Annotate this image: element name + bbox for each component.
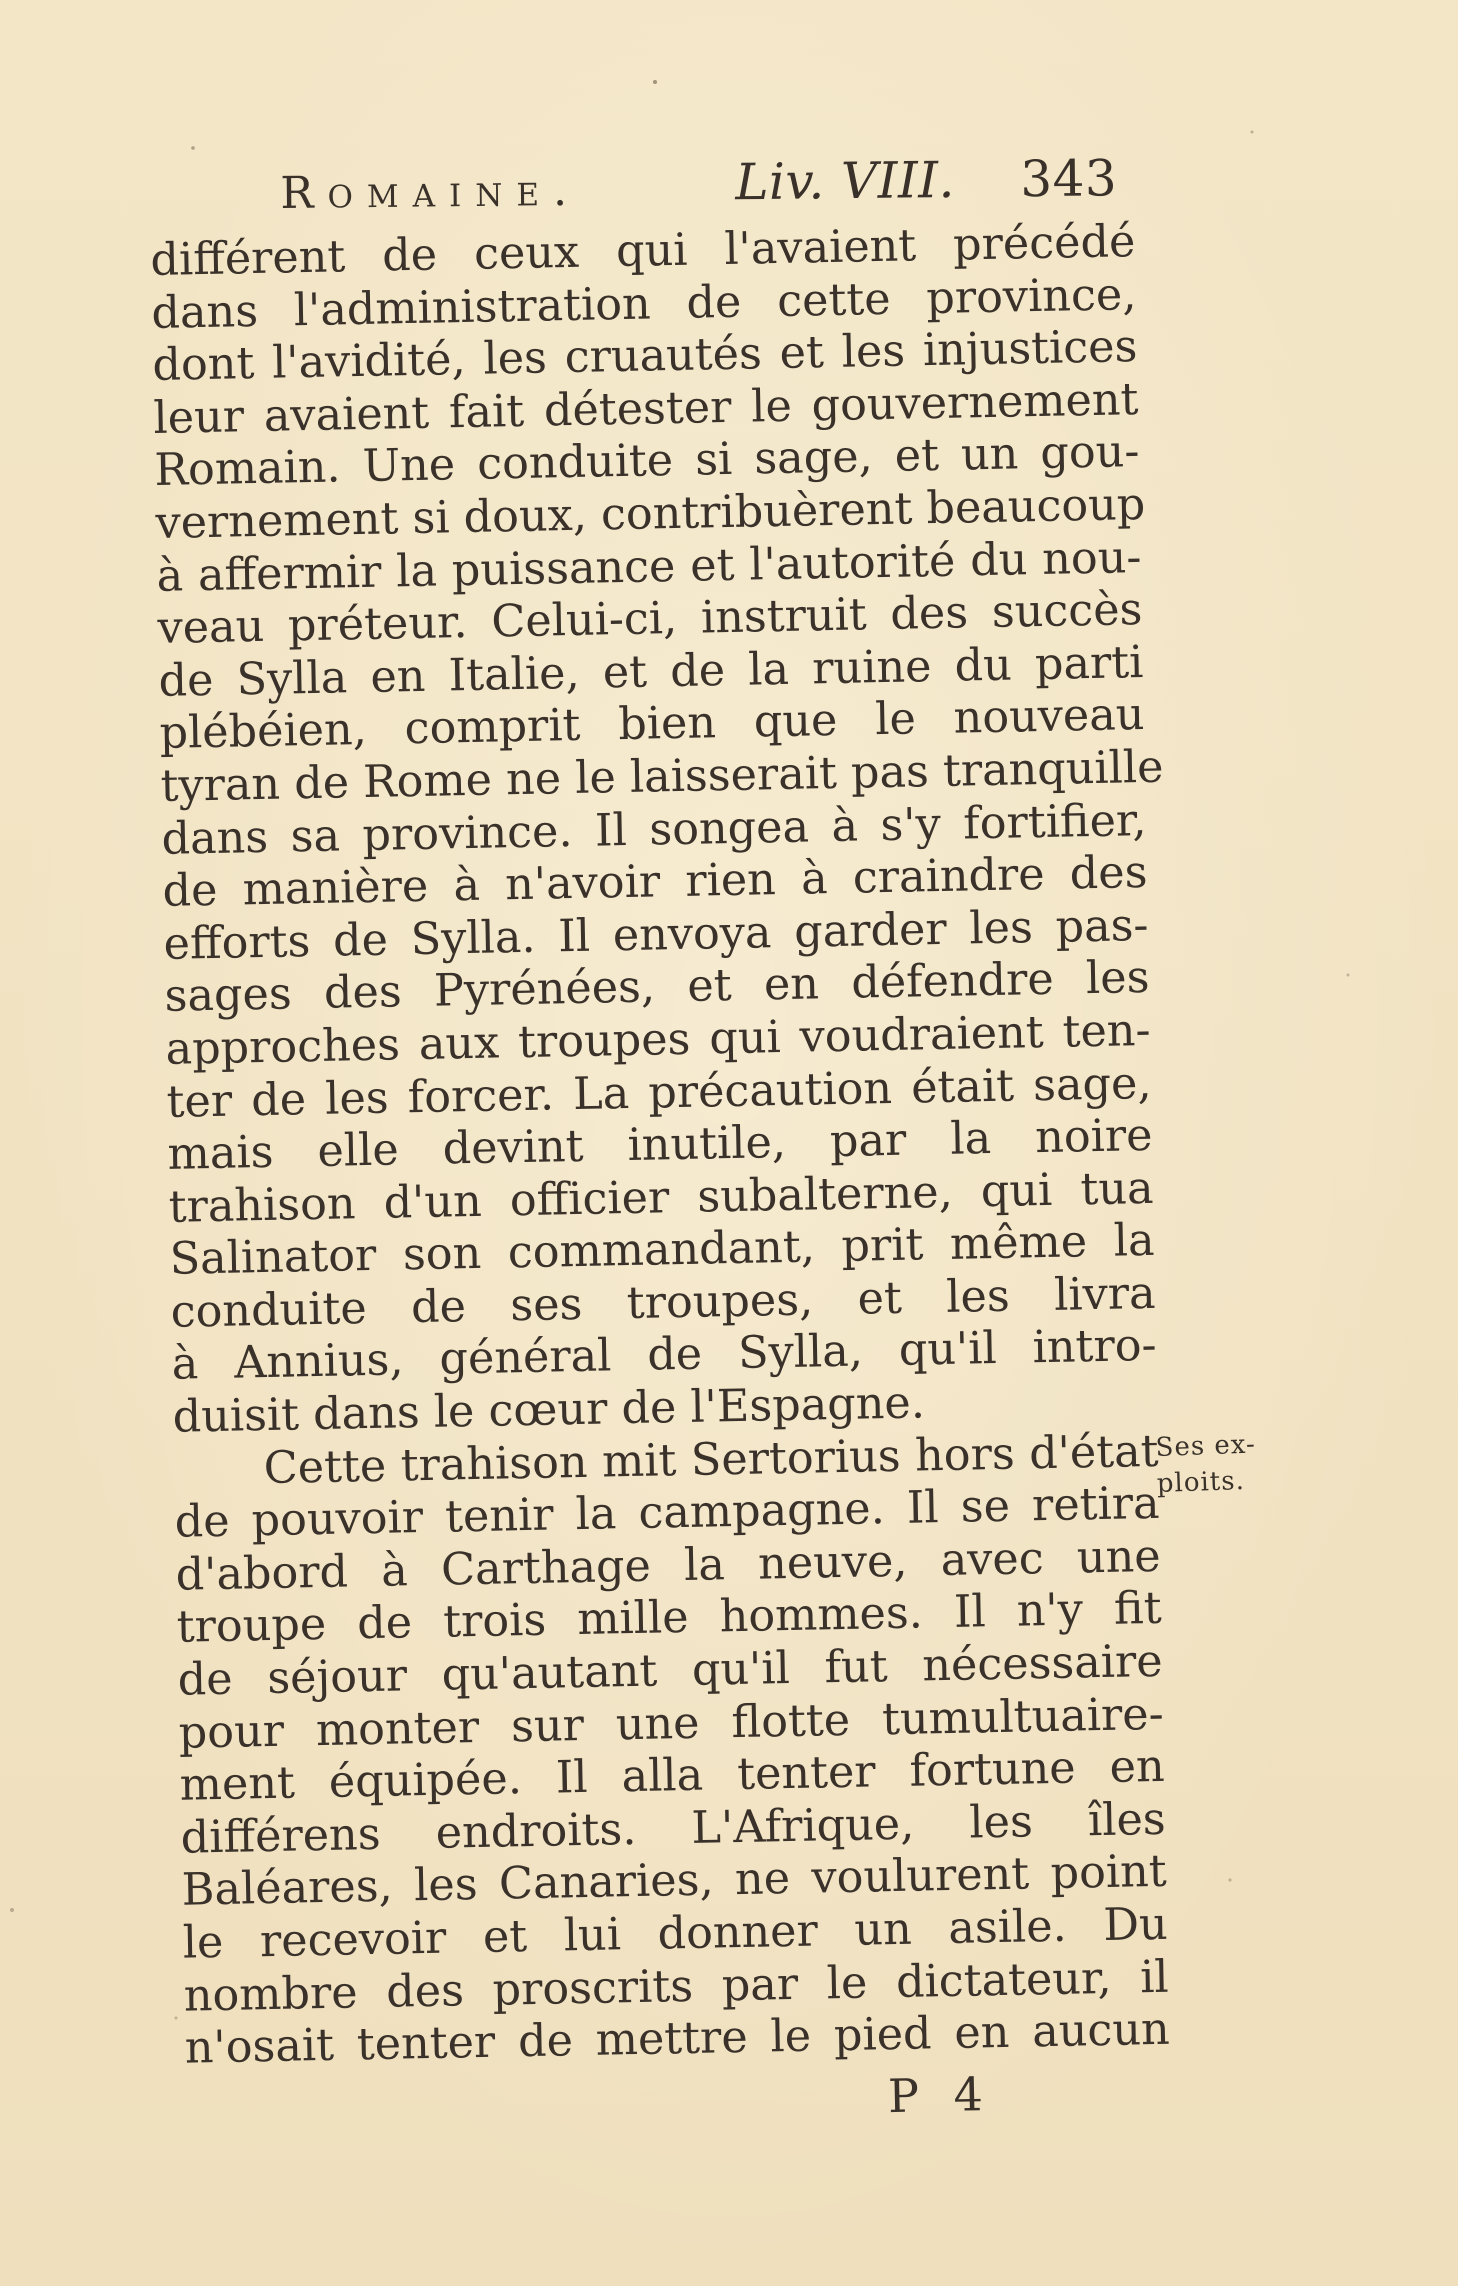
text-line: troupe de trois mille hommes. Il n'y fit bbox=[176, 1583, 1163, 1654]
text-line: à affermir la puissance et l'autorité du nou- bbox=[156, 531, 1142, 602]
text-line: dont l'avidité, les cruautés et les injustices bbox=[152, 321, 1138, 392]
text-line: sages des Pyrénées, et en défendre les bbox=[164, 952, 1150, 1023]
text-line: de pouvoir tenir la campagne. Il se retira bbox=[174, 1478, 1161, 1549]
text-line: Cette trahison mit Sertorius hors d'état bbox=[263, 1425, 1160, 1494]
text-line: approches aux troupes qui voudraient ten- bbox=[165, 1004, 1151, 1075]
text-line: le recevoir et lui donner un asile. Du bbox=[182, 1898, 1169, 1969]
running-title: Romaine. bbox=[280, 164, 582, 219]
text-line: tyran de Rome ne le laisserait pas tranquille bbox=[160, 741, 1164, 812]
text-line: ter de les forcer. La précaution était sage, bbox=[166, 1057, 1152, 1128]
speck bbox=[175, 2017, 178, 2020]
text-line: différent de ceux qui l'avaient précédé bbox=[150, 216, 1136, 286]
text-line: duisit dans le cœur de l'Espagne. bbox=[172, 1377, 926, 1443]
text-line: mais elle devint inutile, par la noire bbox=[167, 1110, 1153, 1180]
speck bbox=[1251, 131, 1254, 134]
book-reference: Liv. VIII. bbox=[734, 150, 956, 212]
text-line: Salinator son commandant, prit même la bbox=[169, 1215, 1155, 1286]
text-line: trahison d'un officier subalterne, qui tua bbox=[168, 1162, 1154, 1233]
text-line: dans sa province. Il songea à s'y fortifier, bbox=[161, 794, 1147, 865]
speck bbox=[1228, 1878, 1231, 1881]
text-line: ment équipée. Il alla tenter fortune en bbox=[179, 1741, 1166, 1811]
text-line: efforts de Sylla. Il envoya garder les pas- bbox=[163, 899, 1149, 970]
text-line: leur avaient fait détester le gouvernement bbox=[153, 373, 1139, 444]
speck bbox=[191, 146, 195, 150]
text-line: dans l'administration de cette province, bbox=[151, 268, 1137, 339]
body-text bbox=[150, 216, 1170, 2075]
text-line: d'abord à Carthage la neuve, avec une bbox=[175, 1530, 1162, 1601]
speck bbox=[10, 1908, 14, 1912]
text-line: n'osait tenter de mettre le pied en aucun bbox=[184, 2003, 1171, 2074]
text-line: nombre des proscrits par le dictateur, il bbox=[183, 1951, 1170, 2022]
text-line: veau préteur. Celui-ci, instruit des succès bbox=[157, 584, 1143, 655]
text-line: Baléares, les Canaries, ne voulurent point bbox=[181, 1846, 1168, 1917]
margin-note-line: ploits. bbox=[1156, 1465, 1246, 1499]
margin-note bbox=[1155, 1427, 1258, 1502]
signature-mark: P 4 bbox=[887, 2066, 994, 2124]
text-line: de manière à n'avoir rien à craindre des bbox=[162, 847, 1148, 917]
text-line: vernement si doux, contribuèrent beaucoup bbox=[155, 478, 1146, 549]
text-line: conduite de ses troupes, et les livra bbox=[170, 1267, 1156, 1338]
speck bbox=[1347, 974, 1350, 977]
text-line: différens endroits. L'Afrique, les îles bbox=[180, 1793, 1167, 1864]
text-line: de Sylla en Italie, et de la ruine du parti bbox=[158, 636, 1144, 707]
speck bbox=[653, 80, 657, 84]
text-line: à Annius, général de Sylla, qu'il intro- bbox=[171, 1320, 1158, 1391]
text-line: Romain. Une conduite si sage, et un gou- bbox=[154, 426, 1140, 497]
text-line: plébéien, comprit bien que le nouveau bbox=[159, 689, 1145, 760]
text-line: de séjour qu'autant qu'il fut nécessaire bbox=[177, 1635, 1164, 1706]
page-number: 343 bbox=[1019, 149, 1118, 209]
margin-note-line: Ses ex- bbox=[1155, 1429, 1257, 1463]
text-line: pour monter sur une flotte tumultuaire- bbox=[178, 1688, 1165, 1759]
